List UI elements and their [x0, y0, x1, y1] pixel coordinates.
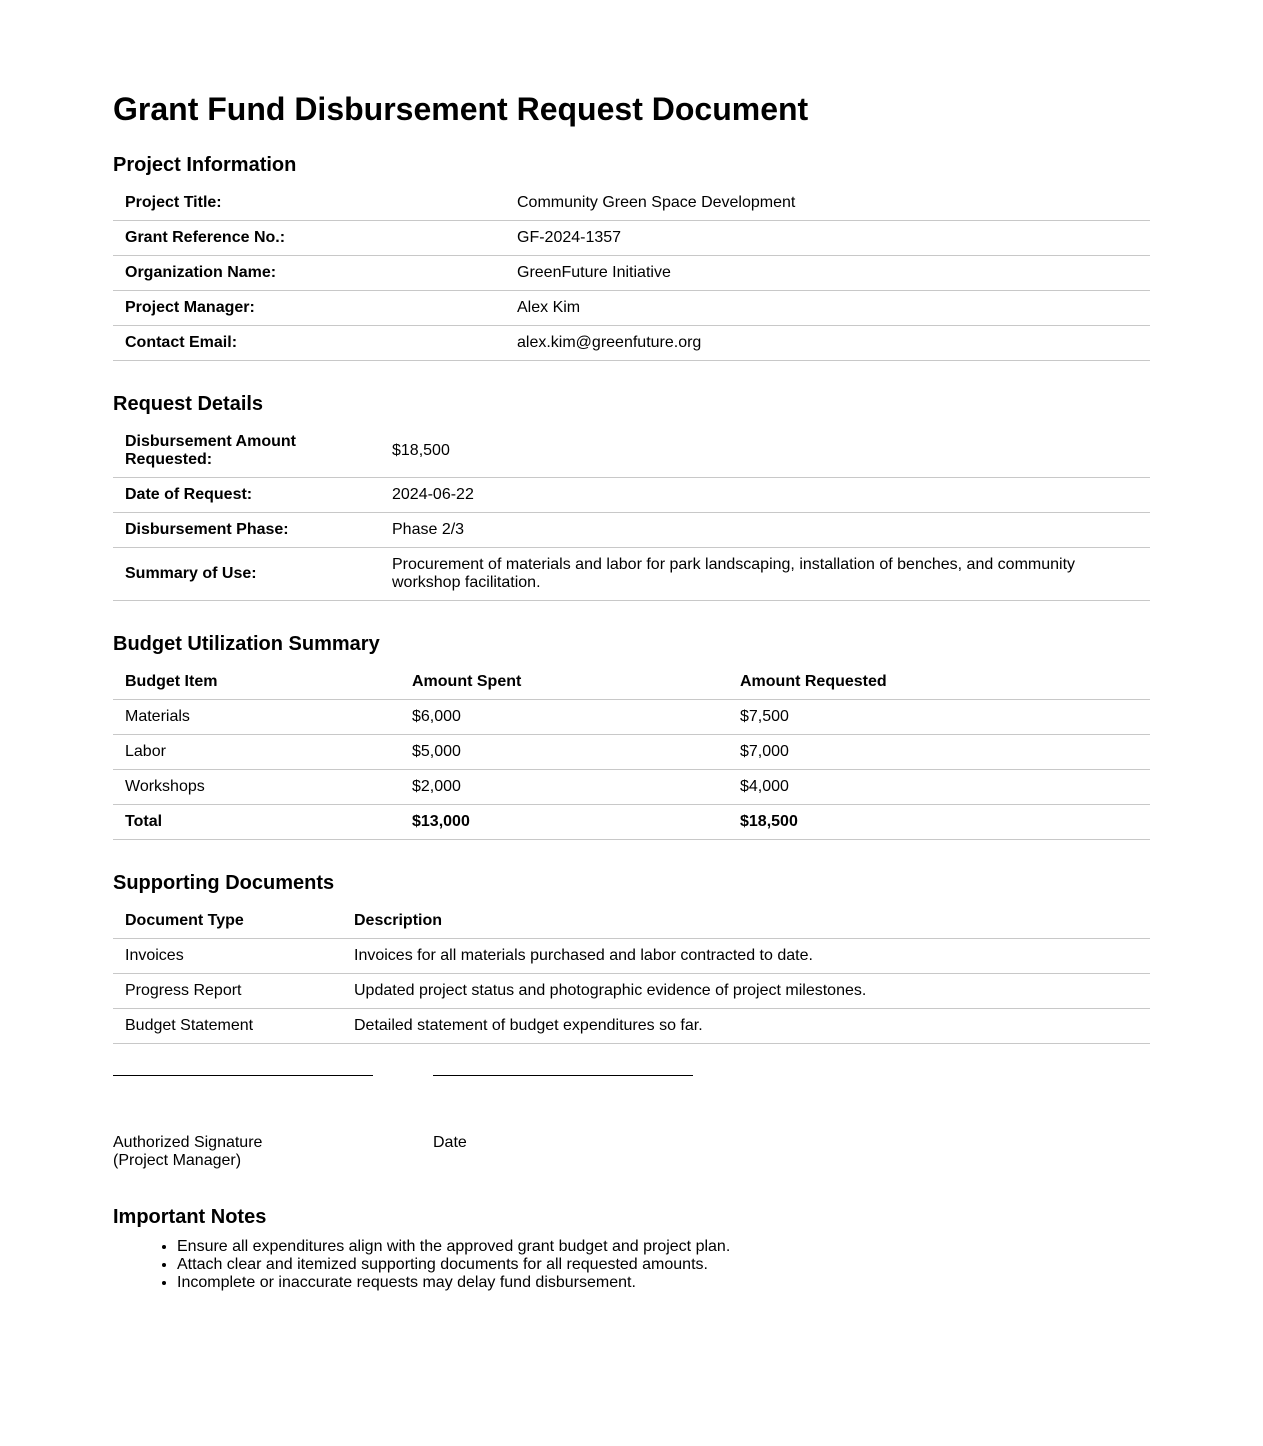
document-description-cell: Updated project status and photographic evidence of project milestones. [342, 974, 1150, 1009]
project-information-heading: Project Information [113, 154, 297, 176]
request-details-heading: Request Details [113, 393, 264, 415]
table-row [113, 974, 1150, 1009]
project-manager-value: Alex Kim [505, 291, 1150, 326]
project-title-value: Community Green Space Development [505, 186, 1150, 221]
budget-item-cell: Materials [113, 700, 400, 735]
authorized-signature-label-line2: (Project Manager) [113, 1152, 242, 1169]
disbursement-phase-value: Phase 2/3 [380, 513, 1150, 548]
table-row [113, 425, 1150, 478]
column-header-description: Description [342, 904, 1150, 939]
table-row [113, 221, 1150, 256]
amount-requested-cell: $7,000 [728, 735, 1150, 770]
table-row [113, 939, 1150, 974]
date-of-request-label: Date of Request: [113, 478, 380, 513]
total-amount-requested: $18,500 [728, 805, 1150, 840]
table-row [113, 548, 1150, 601]
budget-item-cell: Labor [113, 735, 400, 770]
grant-reference-label: Grant Reference No.: [113, 221, 505, 256]
supporting-documents-table [113, 904, 1150, 1044]
important-notes-heading: Important Notes [113, 1206, 267, 1228]
table-header-row [113, 904, 1150, 939]
date-signature-line[interactable] [433, 1075, 693, 1076]
project-manager-label: Project Manager: [113, 291, 505, 326]
column-header-amount-spent: Amount Spent [400, 665, 728, 700]
list-item: • Attach clear and itemized supporting documents for all requested amounts. [177, 1256, 1150, 1274]
authorized-signature-label [113, 1134, 373, 1170]
supporting-documents-heading: Supporting Documents [113, 872, 335, 894]
contact-email-label: Contact Email: [113, 326, 505, 361]
organization-name-label: Organization Name: [113, 256, 505, 291]
document-description-cell: Invoices for all materials purchased and labor contracted to date. [342, 939, 1150, 974]
disbursement-amount-label: Disbursement Amount Requested: [113, 425, 380, 478]
request-details-section [113, 392, 1150, 601]
document-description-cell: Detailed statement of budget expenditures so far. [342, 1009, 1150, 1044]
disbursement-amount-value: $18,500 [380, 425, 1150, 478]
request-details-table [113, 425, 1150, 601]
grant-reference-value: GF-2024-1357 [505, 221, 1150, 256]
important-notes-section [113, 1205, 1150, 1292]
table-row [113, 513, 1150, 548]
column-header-amount-requested: Amount Requested [728, 665, 1150, 700]
authorized-signature-label-line1: Authorized Signature [113, 1134, 263, 1151]
table-row [113, 291, 1150, 326]
table-row [113, 186, 1150, 221]
authorized-signature-line[interactable] [113, 1075, 373, 1076]
budget-summary-table [113, 665, 1150, 840]
table-row [113, 700, 1150, 735]
important-notes-list [113, 1238, 1150, 1292]
amount-requested-cell: $4,000 [728, 770, 1150, 805]
total-label: Total [113, 805, 400, 840]
budget-summary-heading: Budget Utilization Summary [113, 633, 380, 655]
table-header-row [113, 665, 1150, 700]
document-type-cell: Progress Report [113, 974, 342, 1009]
budget-item-cell: Workshops [113, 770, 400, 805]
signature-area [113, 1075, 1150, 1205]
list-item: • Ensure all expenditures align with the approved grant budget and project plan. [177, 1238, 1150, 1256]
date-of-request-value: 2024-06-22 [380, 478, 1150, 513]
project-information-section [113, 153, 1150, 361]
table-row [113, 735, 1150, 770]
summary-of-use-label: Summary of Use: [113, 548, 380, 601]
date-label: Date [433, 1134, 467, 1151]
organization-name-value: GreenFuture Initiative [505, 256, 1150, 291]
date-signature-block [433, 1075, 693, 1152]
supporting-documents-section [113, 871, 1150, 1044]
table-row [113, 478, 1150, 513]
table-row [113, 326, 1150, 361]
amount-spent-cell: $2,000 [400, 770, 728, 805]
disbursement-phase-label: Disbursement Phase: [113, 513, 380, 548]
total-row [113, 805, 1150, 840]
total-amount-spent: $13,000 [400, 805, 728, 840]
list-item: • Incomplete or inaccurate requests may delay fund disbursement. [177, 1274, 1150, 1292]
amount-requested-cell: $7,500 [728, 700, 1150, 735]
table-row [113, 770, 1150, 805]
document-type-cell: Invoices [113, 939, 342, 974]
column-header-document-type: Document Type [113, 904, 342, 939]
project-information-table [113, 186, 1150, 361]
budget-summary-section [113, 632, 1150, 840]
summary-of-use-value: Procurement of materials and labor for park landscaping, installation of benches, and community workshop facilitation. [380, 548, 1150, 601]
amount-spent-cell: $5,000 [400, 735, 728, 770]
column-header-budget-item: Budget Item [113, 665, 400, 700]
contact-email-value: alex.kim@greenfuture.org [505, 326, 1150, 361]
authorized-signature-block [113, 1075, 373, 1170]
document-page [113, 0, 1150, 1292]
document-type-cell: Budget Statement [113, 1009, 342, 1044]
amount-spent-cell: $6,000 [400, 700, 728, 735]
table-row [113, 1009, 1150, 1044]
table-row [113, 256, 1150, 291]
document-title: Grant Fund Disbursement Request Document [113, 91, 809, 127]
project-title-label: Project Title: [113, 186, 505, 221]
